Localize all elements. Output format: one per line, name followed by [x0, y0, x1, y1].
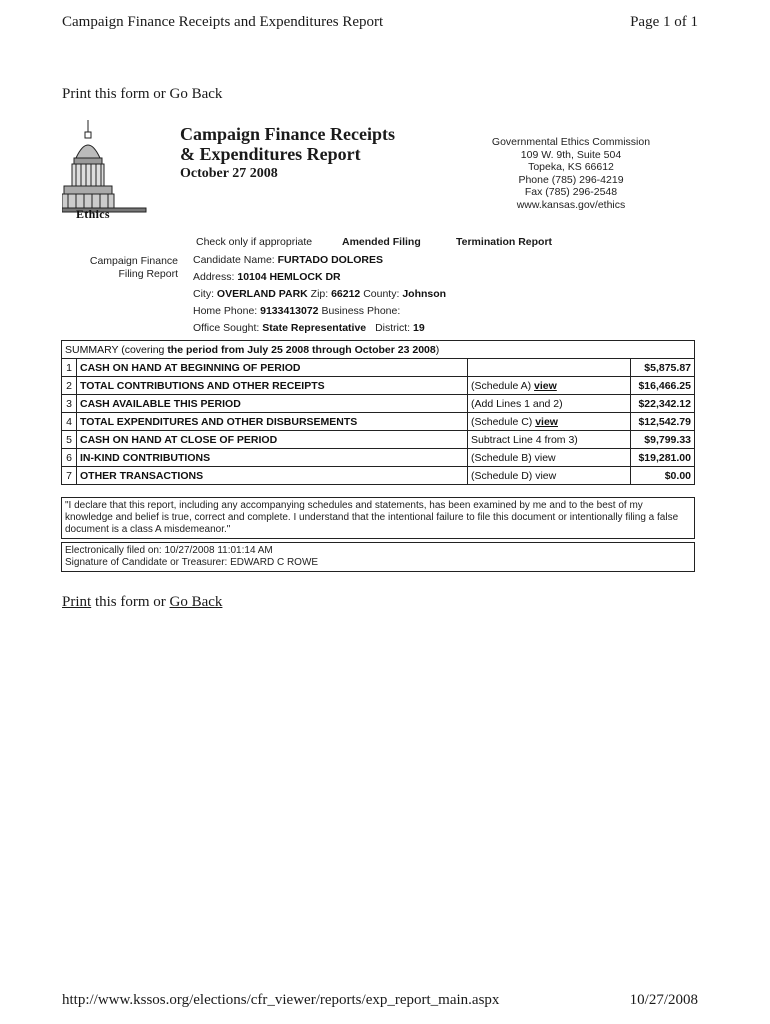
- signature-line: [65, 557, 691, 569]
- row-number: 6: [62, 449, 77, 467]
- print-form-link[interactable]: Print this form: [62, 86, 150, 102]
- report-title-block: [180, 124, 395, 184]
- candidate-name-line: [193, 254, 383, 266]
- county-label: County:: [363, 288, 403, 300]
- commission-phone: Phone (785) 296-4219: [518, 173, 624, 186]
- row-schedule: Subtract Line 4 from 3): [468, 431, 631, 449]
- schedule-c-label: (Schedule C): [471, 415, 536, 428]
- amended-filing-option: Amended Filing: [342, 236, 421, 248]
- summary-header-period: the period from July 25 2008 through October 23 2008: [167, 343, 436, 356]
- table-row: [62, 413, 695, 431]
- nav-mid-text: this form or: [91, 594, 170, 610]
- check-label: Check only if appropriate: [196, 236, 313, 248]
- office-label: Office Sought:: [193, 322, 263, 334]
- business-phone-label: Business Phone:: [321, 305, 401, 317]
- row-description: TOTAL EXPENDITURES AND OTHER DISBURSEMENTS: [77, 413, 468, 431]
- schedule-c-view-link[interactable]: view: [535, 415, 558, 428]
- row-description: TOTAL CONTRIBUTIONS AND OTHER RECEIPTS: [77, 377, 468, 395]
- row-number: 1: [62, 359, 77, 377]
- row-number: 2: [62, 377, 77, 395]
- signature-label: Signature of Candidate or Treasurer:: [65, 557, 231, 568]
- filed-on-label: Electronically filed on:: [65, 545, 165, 556]
- table-row: [62, 467, 695, 485]
- ethics-logo: [62, 118, 148, 224]
- signature-value: EDWARD C ROWE: [230, 557, 319, 568]
- address-value: 10104 HEMLOCK DR: [237, 271, 341, 283]
- row-description: CASH ON HAND AT CLOSE OF PERIOD: [77, 431, 468, 449]
- bottom-nav: [62, 594, 222, 611]
- city-label: City:: [193, 288, 217, 300]
- summary-header-row: [62, 341, 695, 359]
- summary-header-prefix: SUMMARY (covering: [65, 343, 168, 356]
- filing-report-label: [66, 255, 178, 281]
- phone-line: [193, 305, 400, 317]
- row-amount: $19,281.00: [631, 449, 695, 467]
- report-title-line2: & Expenditures Report: [180, 144, 361, 164]
- row-description: CASH ON HAND AT BEGINNING OF PERIOD: [77, 359, 468, 377]
- office-line: [193, 322, 425, 334]
- row-description: IN-KIND CONTRIBUTIONS: [77, 449, 468, 467]
- go-back-link[interactable]: Go Back: [169, 86, 223, 102]
- district-value: 19: [413, 322, 425, 334]
- top-nav: [62, 86, 222, 103]
- row-amount: $9,799.33: [631, 431, 695, 449]
- row-amount: $5,875.87: [631, 359, 695, 377]
- row-schedule: (Add Lines 1 and 2): [468, 395, 631, 413]
- table-row: [62, 449, 695, 467]
- commission-website: www.kansas.gov/ethics: [516, 198, 626, 211]
- filing-label-line2: Filing Report: [118, 268, 178, 280]
- table-row: [62, 431, 695, 449]
- report-date: October 27 2008: [180, 166, 278, 181]
- district-label: District:: [375, 322, 413, 334]
- row-amount: $0.00: [631, 467, 695, 485]
- logo-text: Ethics: [76, 207, 110, 221]
- report-title-line1: Campaign Finance Receipts: [180, 124, 395, 144]
- filed-on-value: 10/27/2008 11:01:14 AM: [164, 545, 273, 556]
- home-phone-value: 9133413072: [260, 305, 319, 317]
- summary-table: [61, 340, 695, 485]
- print-header-page: Page 1 of 1: [630, 14, 698, 30]
- city-line: [193, 288, 446, 300]
- commission-name: Governmental Ethics Commission: [491, 136, 651, 148]
- commission-street: 109 W. 9th, Suite 504: [520, 148, 622, 161]
- commission-city: Topeka, KS 66612: [528, 161, 614, 173]
- table-row: [62, 395, 695, 413]
- zip-value: 66212: [331, 288, 361, 300]
- filing-label-line1: Campaign Finance: [89, 255, 178, 267]
- commission-fax: Fax (785) 296-2548: [524, 186, 618, 198]
- termination-report-option: Termination Report: [456, 236, 553, 248]
- row-description: CASH AVAILABLE THIS PERIOD: [77, 395, 468, 413]
- county-value: Johnson: [402, 288, 447, 300]
- row-description: OTHER TRANSACTIONS: [77, 467, 468, 485]
- row-amount: $16,466.25: [631, 377, 695, 395]
- commission-address: [476, 136, 666, 211]
- go-back-link-bottom[interactable]: Go Back: [169, 594, 223, 610]
- print-header-title: Campaign Finance Receipts and Expenditures Report: [62, 14, 384, 30]
- schedule-b-view: (Schedule B) view: [468, 449, 631, 467]
- home-phone-label: Home Phone:: [193, 305, 261, 317]
- row-number: 3: [62, 395, 77, 413]
- check-line: [196, 236, 553, 248]
- row-schedule: [468, 377, 631, 395]
- summary-header-cell: [62, 341, 695, 359]
- summary-header-suffix: ): [435, 343, 440, 356]
- office-value: State Representative: [262, 322, 367, 334]
- table-row: [62, 359, 695, 377]
- row-amount: $12,542.79: [631, 413, 695, 431]
- city-value: OVERLAND PARK: [216, 288, 308, 300]
- address-label: Address:: [193, 271, 238, 283]
- table-row: [62, 377, 695, 395]
- row-number: 4: [62, 413, 77, 431]
- filed-on-line: [65, 545, 691, 557]
- nav-or-text: or: [149, 86, 170, 102]
- print-footer-url: http://www.kssos.org/elections/cfr_viewer/reports/exp_report_main.aspx: [62, 992, 500, 1008]
- row-schedule: [468, 359, 631, 377]
- declaration-statement: "I declare that this report, including any accompanying schedules and statements, has been examined by me and to the best of my knowledge and belief is true, correct and complete. I understand that the intentional failure to file this document or intentionally filing a false document is a class A misdemeanor.": [61, 497, 695, 539]
- schedule-a-label: (Schedule A): [471, 379, 535, 392]
- schedule-d-view: (Schedule D) view: [468, 467, 631, 485]
- address-line: [193, 271, 341, 283]
- candidate-name-value: FURTADO DOLORES: [277, 254, 384, 266]
- print-link[interactable]: Print: [62, 594, 92, 610]
- row-number: 7: [62, 467, 77, 485]
- row-number: 5: [62, 431, 77, 449]
- print-footer-date: 10/27/2008: [629, 992, 698, 1008]
- candidate-name-label: Candidate Name:: [193, 254, 278, 266]
- row-amount: $22,342.12: [631, 395, 695, 413]
- row-schedule: [468, 413, 631, 431]
- schedule-a-view-link[interactable]: view: [534, 379, 557, 392]
- filing-signature-box: [61, 542, 695, 572]
- zip-label: Zip:: [310, 288, 332, 300]
